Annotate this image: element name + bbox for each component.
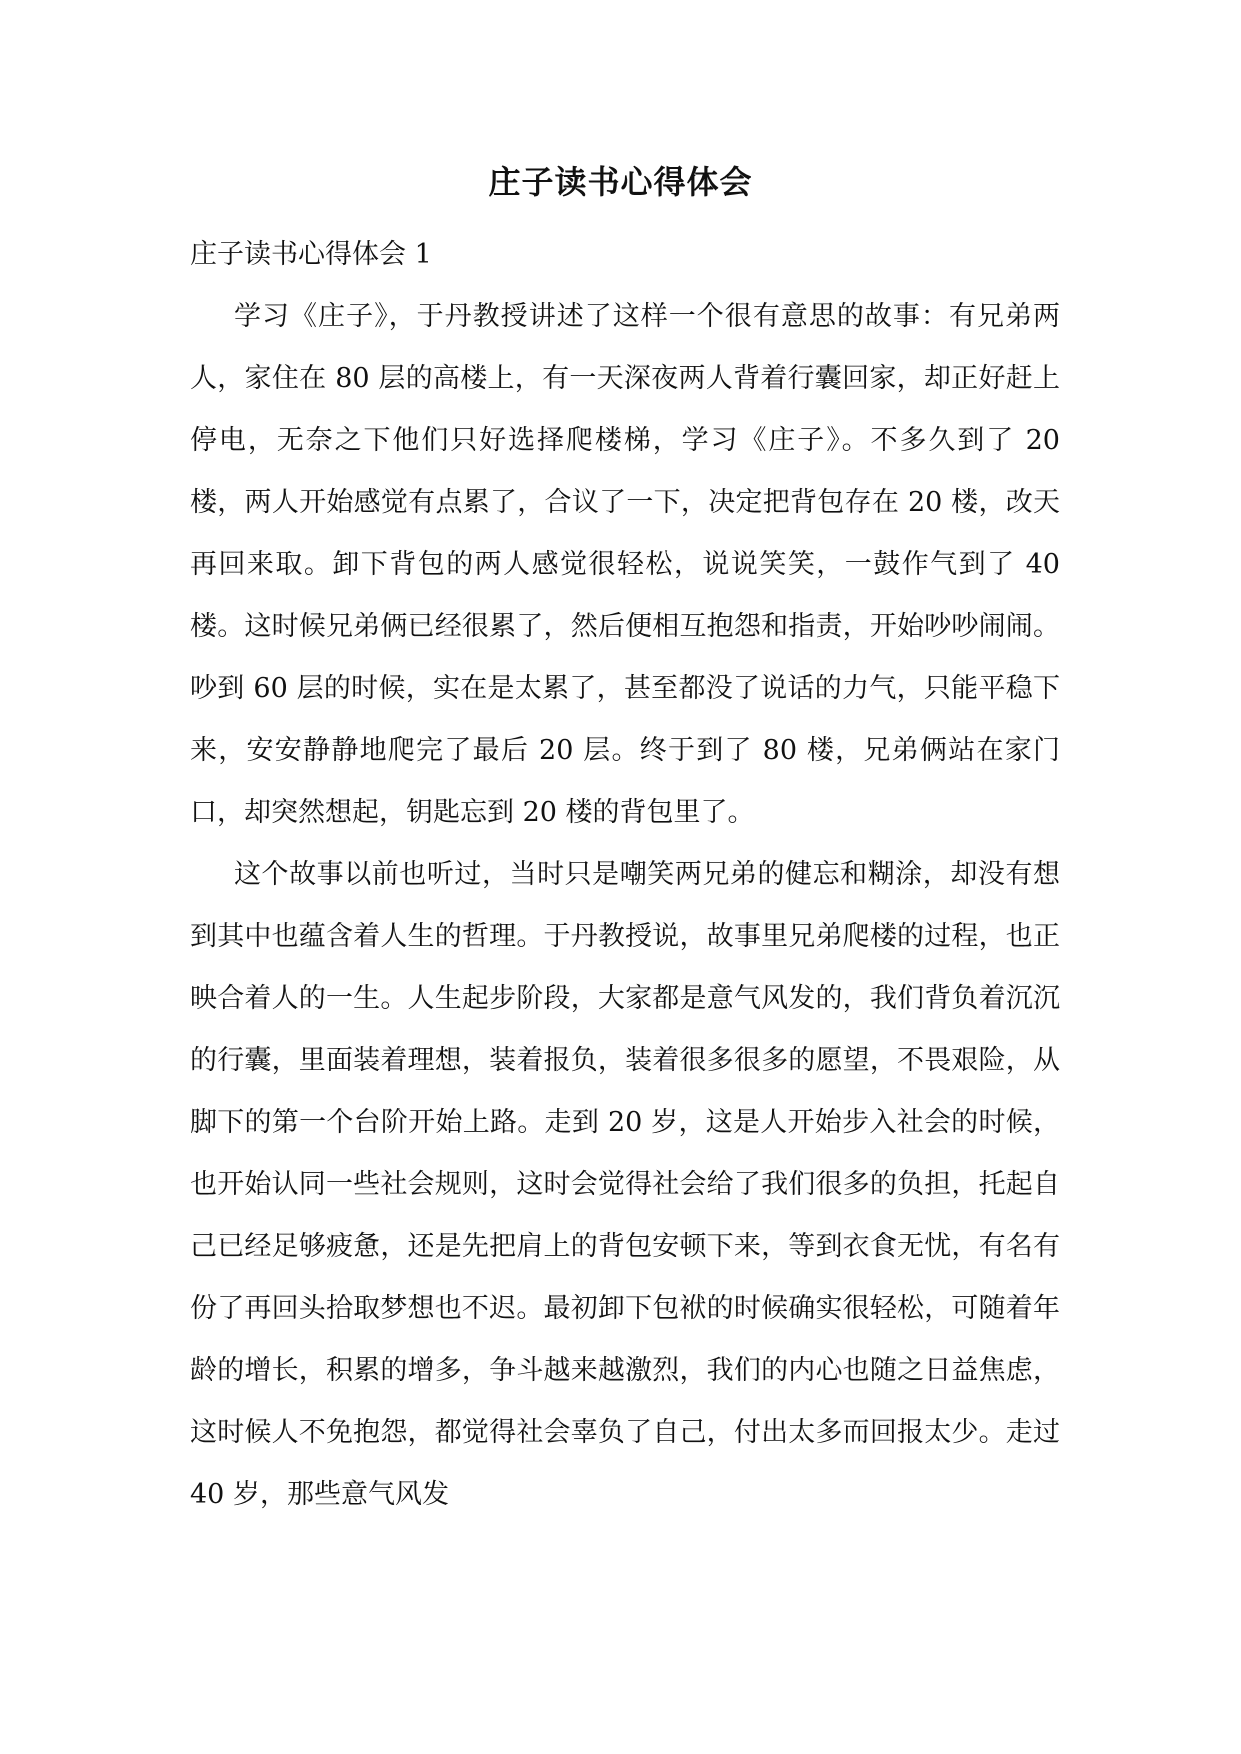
paragraph-2: 这个故事以前也听过，当时只是嘲笑两兄弟的健忘和糊涂，却没有想到其中也蕴含着人生的哲理。于丹教授说，故事里兄弟爬楼的过程，也正映合着人的一生。人生起步阶段，大家都是意气风发的，我们背负着沉沉的行囊，里面装着理想，装着报负，装着很多很多的愿望，不畏艰险，从脚下的第一个台阶开始上路。走到 20 岁，这是人开始步入社会的时候，也开始认同一些社会规则，这时会觉得社会给了我们很多的负担，托起自己已经足够疲惫，还是先把肩上的背包安顿下来，等到衣食无忧，有名有份了再回头拾取梦想也不迟。最初卸下包袱的时候确实很轻松，可随着年龄的增长，积累的增多，争斗越来越激烈，我们的内心也随之日益焦虑，这时候人不免抱怨，都觉得社会辜负了自己，付出太多而回报太少。走过 40 岁，那些意气风发: [190, 859, 1060, 1510]
document-body: [190, 224, 1060, 1526]
section-heading: 庄子读书心得体会 1: [190, 239, 432, 270]
paragraph-1: 学习《庄子》，于丹教授讲述了这样一个很有意思的故事：有兄弟两人，家住在 80 层的高楼上，有一天深夜两人背着行囊回家，却正好赶上停电，无奈之下他们只好选择爬楼梯，学习《庄子》。不多久到了 20 楼，两人开始感觉有点累了，合议了一下，决定把背包存在 20 楼，改天再回来取。卸下背包的两人感觉很轻松，说说笑笑，一鼓作气到了 40 楼。这时候兄弟俩已经很累了，然后便相互抱怨和指责，开始吵吵闹闹。吵到 60 层的时候，实在是太累了，甚至都没了说话的力气，只能平稳下来，安安静静地爬完了最后 20 层。终于到了 80 楼，兄弟俩站在家门口，却突然想起，钥匙忘到 20 楼的背包里了。: [190, 301, 1060, 828]
document-title: 庄子读书心得体会: [488, 163, 753, 201]
